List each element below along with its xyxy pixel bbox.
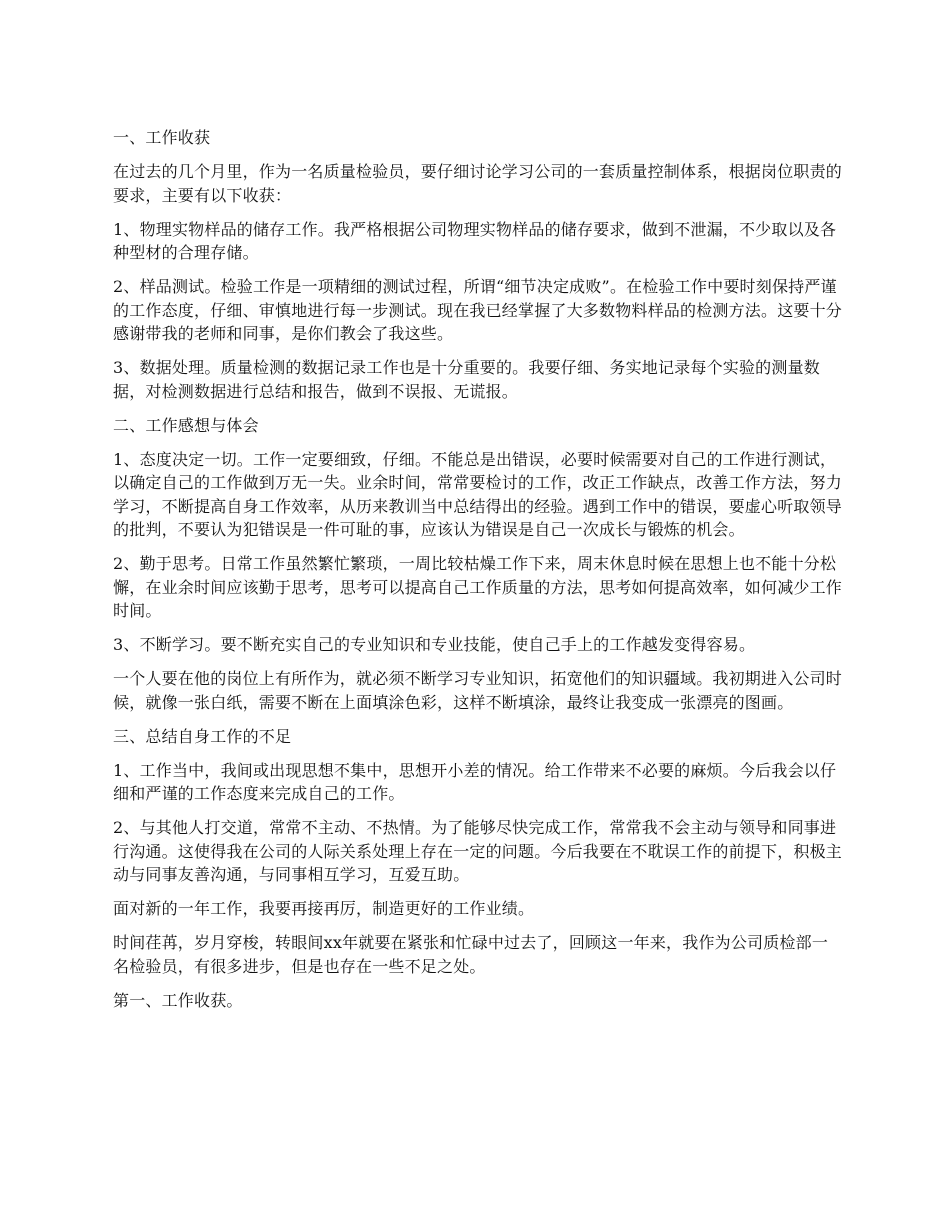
gain-item-2: 2、样品测试。检验工作是一项精细的测试过程，所谓“细节决定成败”。在检验工作中要时刻保持严谨的工作态度，仔细、审慎地进行每一步测试。现在我已经掌握了大多数物料样品的检测方法。这要十分感谢带我的老师和同事，是你们教会了我这些。	[113, 277, 843, 343]
intro-paragraph: 在过去的几个月里，作为一名质量检验员，要仔细讨论学习公司的一套质量控制体系，根据岗位职责的要求，主要有以下收获：	[113, 162, 843, 205]
section-heading-shortcomings: 三、总结自身工作的不足	[113, 726, 292, 746]
year-review-paragraph: 时间荏苒，岁月穿梭，转眼间xx年就要在紧张和忙碌中过去了，回顾这一年来，我作为公司质检部一名检验员，有很多进步，但是也存在一些不足之处。	[113, 933, 829, 976]
section-heading-first-gains: 第一、工作收获。	[113, 990, 243, 1010]
section-heading-reflections: 二、工作感想与体会	[113, 415, 259, 435]
section-heading-work-gains: 一、工作收获	[113, 128, 211, 147]
reflection-paragraph: 一个人要在他的岗位上有所作为，就必须不断学习专业知识，拓宽他们的知识疆域。我初期进入公司时候，就像一张白纸，需要不断在上面填涂色彩，这样不断填涂，最终让我变成一张漂亮的图画。	[113, 669, 843, 712]
reflection-item-2: 2、勤于思考。日常工作虽然繁忙繁琐，一周比较枯燥工作下来，周末休息时候在思想上也不能十分松懈，在业余时间应该勤于思考，思考可以提高自己工作质量的方法，思考如何提高效率，如何减少工作时间。	[113, 554, 843, 620]
reflection-item-3: 3、不断学习。要不断充实自己的专业知识和专业技能，使自己手上的工作越发变得容易。	[113, 635, 756, 654]
gain-item-3: 3、数据处理。质量检测的数据记录工作也是十分重要的。我要仔细、务实地记录每个实验的测量数据，对检测数据进行总结和报告，做到不误报、无谎报。	[113, 358, 820, 401]
shortcoming-item-1: 1、工作当中，我间或出现思想不集中，思想开小差的情况。给工作带来不必要的麻烦。今后我会以仔细和严谨的工作态度来完成自己的工作。	[113, 760, 837, 803]
reflection-item-1: 1、态度决定一切。工作一定要细致，仔细。不能总是出错误，必要时候需要对自己的工作进行测试，以确定自己的工作做到万无一失。业余时间，常常要检讨的工作，改正工作缺点，改善工作方法，努力学习，不断提高自身工作效率，从历来教训当中总结得出的经验。遇到工作中的错误，要虚心听取领导的批判，不要认为犯错误是一件可耻的事，应该认为错误是自己一次成长与锻炼的机会。	[113, 449, 843, 539]
gain-item-1: 1、物理实物样品的储存工作。我严格根据公司物理实物样品的储存要求，做到不泄漏，不少取以及各种型材的合理存储。	[113, 219, 837, 262]
document-page	[113, 126, 843, 1023]
closing-paragraph: 面对新的一年工作，我要再接再厉，制造更好的工作业绩。	[113, 899, 535, 918]
shortcoming-item-2: 2、与其他人打交道，常常不主动、不热情。为了能够尽快完成工作，常常我不会主动与领导和同事进行沟通。这使得我在公司的人际关系处理上存在一定的问题。今后我要在不耽误工作的前提下，积极主动与同事友善沟通，与同事相互学习，互爱互助。	[113, 818, 843, 884]
